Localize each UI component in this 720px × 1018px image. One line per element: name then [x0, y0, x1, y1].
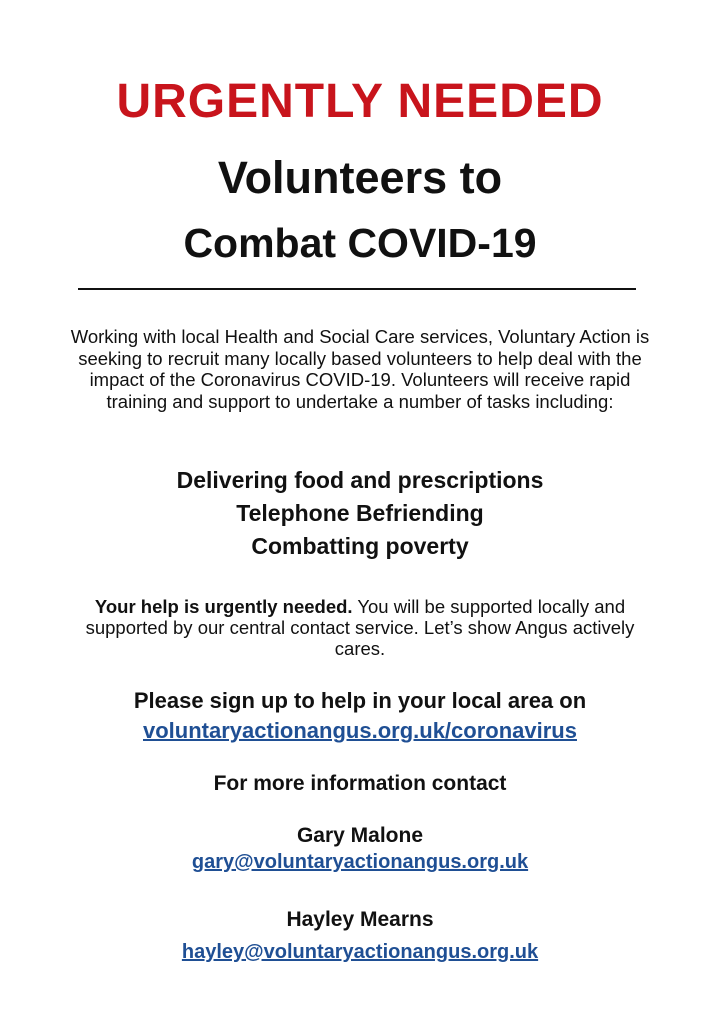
more-info-heading: For more information contact [213, 772, 507, 795]
task-item: Telephone Befriending [236, 500, 484, 526]
contact-email-link[interactable]: hayley@voluntaryactionangus.org.uk [181, 941, 539, 963]
contact-name: Gary Malone [296, 824, 424, 847]
help-text: You will be supported locally and supported by our central contact service. Let’s show Angus actively cares. [85, 596, 635, 659]
help-bold-text: Your help is urgently needed. [94, 596, 353, 617]
signup-text: Please sign up to help in your local area on [133, 688, 587, 713]
subtitle-line-1: Volunteers to [217, 152, 503, 203]
contact-email-link[interactable]: gary@voluntaryactionangus.org.uk [191, 851, 529, 873]
contact-name: Hayley Mearns [286, 908, 434, 931]
signup-link[interactable]: voluntaryactionangus.org.uk/coronavirus [143, 718, 577, 743]
task-item: Combatting poverty [251, 533, 469, 559]
headline: URGENTLY NEEDED [116, 75, 604, 128]
intro-paragraph: Working with local Health and Social Care services, Voluntary Action is seeking to recruit many locally based volunteers to help deal with the impact of the Coronavirus COVID-19. Volunteers will receive rapid training and support to undertake a number of tasks including: [70, 326, 650, 412]
task-list [0, 464, 720, 563]
help-paragraph [70, 596, 650, 659]
divider [78, 288, 636, 290]
task-item: Delivering food and prescriptions [176, 467, 544, 493]
subtitle-line-2: Combat COVID-19 [183, 220, 537, 266]
contact-email-row [0, 938, 720, 966]
contact-email-row [0, 848, 720, 876]
signup-link-row [0, 716, 720, 746]
